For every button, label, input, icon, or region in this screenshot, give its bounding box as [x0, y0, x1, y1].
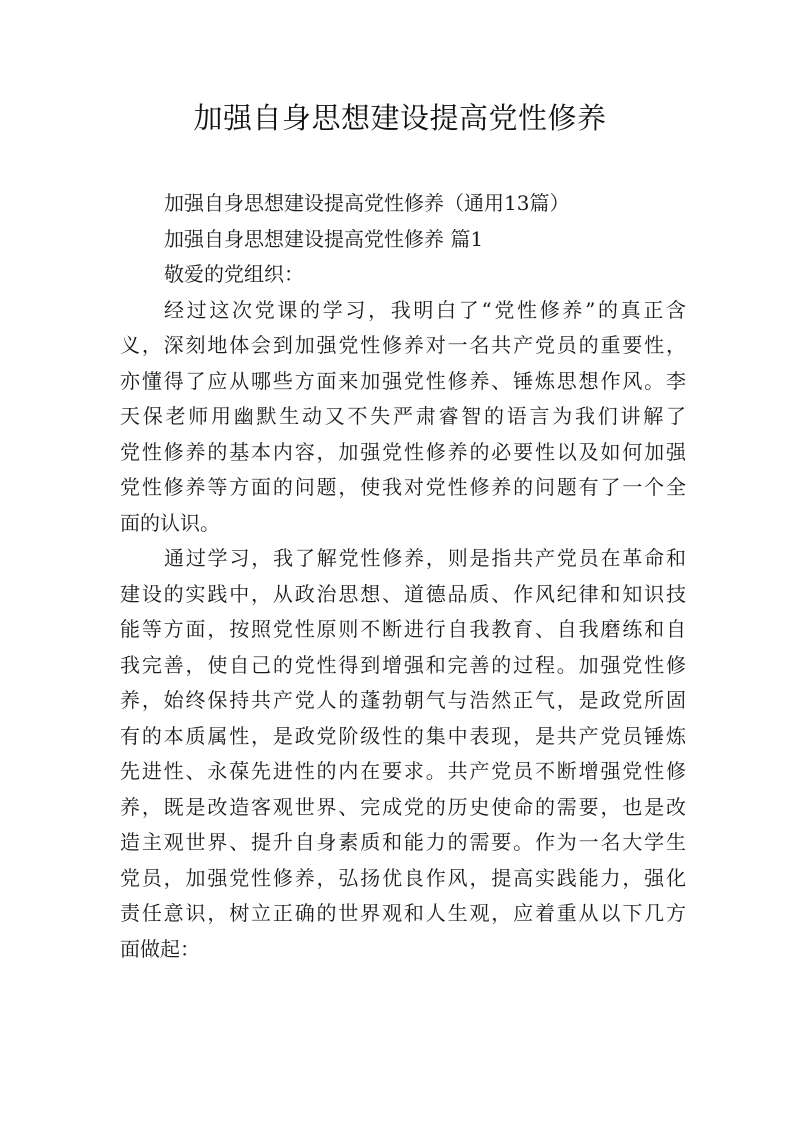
paragraph-line: 养，既是改造客观世界、完成党的历史使命的需要，也是改 — [120, 794, 686, 819]
paragraph-line: 建设的实践中，从政治思想、道德品质、作风纪律和知识技 — [120, 581, 686, 606]
paragraph-line: 党性修养的基本内容，加强党性修养的必要性以及如何加强 — [120, 439, 686, 464]
paragraph-line: 养，始终保持共产党人的蓬勃朝气与浩然正气，是政党所固 — [120, 688, 686, 712]
paragraph-line: 能等方面，按照党性原则不断进行自我教育、自我磨练和自 — [120, 617, 686, 641]
document-title: 加强自身思想建设提高党性修养 — [193, 101, 607, 135]
paragraph-line: 通过学习，我了解党性修养，则是指共产党员在革命和 — [164, 546, 686, 570]
paragraph-line: 面的认识。 — [120, 510, 220, 535]
paragraph-line: 党员，加强党性修养，弘扬优良作风，提高实践能力，强化 — [120, 865, 686, 890]
subtitle-line: 加强自身思想建设提高党性修养（通用13篇） — [164, 191, 570, 215]
section-heading: 加强自身思想建设提高党性修养 篇1 — [164, 226, 484, 251]
paragraph-line: 我完善，使自己的党性得到增强和完善的过程。加强党性修 — [120, 652, 686, 677]
document-body — [120, 186, 686, 967]
paragraph-line: 亦懂得了应从哪些方面来加强党性修养、锤炼思想作风。李 — [120, 368, 686, 393]
salutation: 敬爱的党组织： — [164, 262, 304, 286]
paragraph-line: 责任意识，树立正确的世界观和人生观，应着重从以下几方 — [120, 901, 686, 925]
paragraph-line: 造主观世界、提升自身素质和能力的需要。作为一名大学生 — [120, 830, 686, 854]
paragraph-line: 党性修养等方面的问题，使我对党性修养的问题有了一个全 — [120, 475, 686, 499]
paragraph-line: 义，深刻地体会到加强党性修养对一名共产党员的重要性， — [120, 333, 686, 357]
paragraph-line: 面做起： — [120, 936, 200, 961]
paragraph-line: 经过这次党课的学习，我明白了“党性修养”的真正含 — [164, 297, 686, 322]
paragraph-line: 先进性、永葆先进性的内在要求。共产党员不断增强党性修 — [120, 759, 686, 783]
paragraph-line: 有的本质属性，是政党阶级性的集中表现，是共产党员锤炼 — [120, 723, 686, 748]
paragraph-line: 天保老师用幽默生动又不失严肃睿智的语言为我们讲解了 — [120, 404, 686, 428]
